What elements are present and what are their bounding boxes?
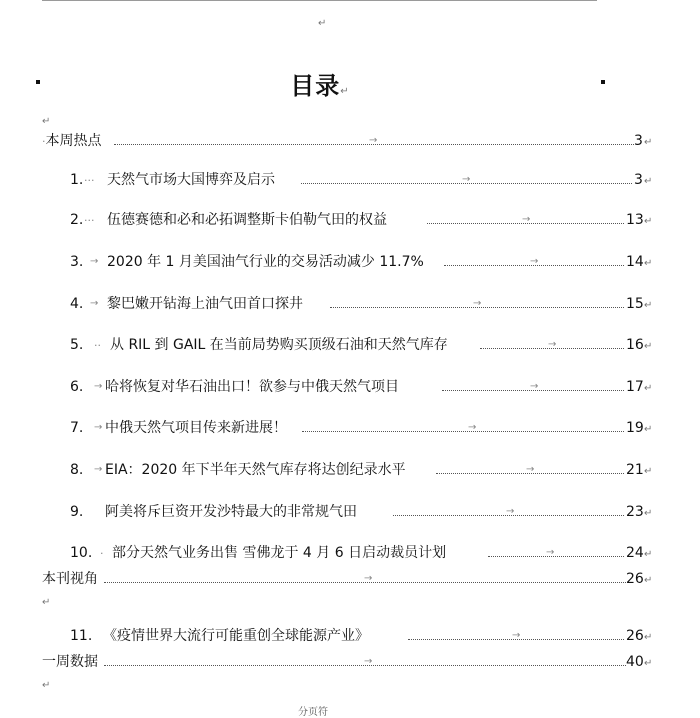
toc-entry-text: 黎巴嫩开钻海上油气田首口探井 <box>107 296 303 312</box>
toc-page-number: 26 <box>626 628 644 644</box>
paragraph-mark: ↵ <box>318 18 327 29</box>
paragraph-mark: ↵ <box>644 575 653 586</box>
paragraph-mark: ↵ <box>644 258 653 269</box>
paragraph-mark: ↵ <box>644 424 653 435</box>
toc-entry-number: 8. <box>70 462 84 478</box>
toc-entry-text: 哈将恢复对华石油出口！欲参与中俄天然气项目 <box>105 379 399 395</box>
dot-leader <box>488 556 624 557</box>
toc-entry-text: 中俄天然气项目传来新进展！ <box>105 420 287 436</box>
toc-entry-number: 4. <box>70 296 84 312</box>
tab-arrow: → <box>526 464 535 475</box>
paragraph-mark: ↵ <box>644 658 653 669</box>
toc-entry-text: 部分天然气业务出售 雪佛龙于 4 月 6 日启动裁员计划 <box>112 545 447 561</box>
toc-page-number: 40 <box>626 654 644 670</box>
toc-entry-text: 阿美将斥巨资开发沙特最大的非常规气田 <box>105 504 357 520</box>
toc-entry-text: 本刊视角 <box>42 571 98 587</box>
toc-title <box>0 66 640 101</box>
toc-entry-text: 一周数据 <box>42 654 98 670</box>
toc-entry-number: 2. <box>70 212 84 228</box>
toc-entry-text: 伍德赛德和必和必拓调整斯卡伯勒气田的权益 <box>107 212 387 228</box>
tab-arrow: → <box>94 381 103 392</box>
toc-page-number: 24 <box>626 545 644 561</box>
toc-page-number: 19 <box>626 420 644 436</box>
dot-leader <box>302 431 624 432</box>
tab-arrow: → <box>364 573 373 584</box>
toc-entry-text: EIA：2020 年下半年天然气库存将达创纪录水平 <box>105 462 406 478</box>
toc-entry-row[interactable] <box>70 502 657 522</box>
tab-arrow: → <box>546 547 555 558</box>
toc-entry-text: 2020 年 1 月美国油气行业的交易活动减少 11.7% <box>107 254 424 270</box>
paragraph-mark: ↵ <box>644 300 653 311</box>
paragraph-mark: ↵ <box>644 137 653 148</box>
toc-page-number: 21 <box>626 462 644 478</box>
tab-arrow: → <box>468 422 477 433</box>
toc-page-number: 26 <box>626 571 644 587</box>
tab-arrow: → <box>473 298 482 309</box>
paragraph-mark: ↵ <box>644 632 653 643</box>
toc-page-number: 3 <box>634 133 643 149</box>
tab-arrow: → <box>462 174 471 185</box>
page-break-label: 分页符 <box>298 707 328 718</box>
toc-page-number: 13 <box>626 212 644 228</box>
toc-entry-row[interactable]: 2. ··· 伍德赛德和必和必拓调整斯卡伯勒气田的权益 → 13 ↵ <box>70 210 657 230</box>
toc-title-text: 目录 <box>290 72 341 100</box>
toc-entry-row[interactable] <box>70 418 657 438</box>
tab-arrow: → <box>506 506 515 517</box>
paragraph-mark: ↵ <box>644 383 653 394</box>
toc-entry-text: 天然气市场大国博弈及启示 <box>107 172 275 188</box>
toc-entry-row[interactable] <box>70 252 657 272</box>
toc-page-number: 17 <box>626 379 644 395</box>
toc-entry-number: 9. <box>70 504 84 520</box>
toc-entry-number: 10. <box>70 545 93 561</box>
toc-section-row[interactable] <box>42 569 657 589</box>
toc-page-number: 23 <box>626 504 644 520</box>
toc-entry-number: 5. <box>70 337 84 353</box>
paragraph-mark: ↵ <box>42 680 51 691</box>
toc-entry-row[interactable] <box>70 626 657 646</box>
paragraph-mark: ↵ <box>644 216 653 227</box>
tab-arrow: → <box>530 256 539 267</box>
toc-page-number: 14 <box>626 254 644 270</box>
tab-arrow: → <box>94 464 103 475</box>
tab-arrow: → <box>364 656 373 667</box>
tab-arrow: → <box>522 214 531 225</box>
paragraph-mark: ↵ <box>644 508 653 519</box>
toc-entry-text: 本周热点 <box>45 133 102 149</box>
toc-entry-number: 7. <box>70 420 84 436</box>
tab-arrow: → <box>90 256 99 267</box>
toc-entry-text: 《疫情世界大流行可能重创全球能源产业》 <box>103 628 369 644</box>
toc-entry-number: 3. <box>70 254 84 270</box>
toc-section-row[interactable] <box>42 652 657 672</box>
toc-section-row[interactable]: ·本周热点 → 3 ↵ <box>42 131 657 151</box>
toc-entry-row[interactable] <box>70 460 657 480</box>
toc-entry-row[interactable]: 5. ·· 从 RIL 到 GAIL 在当前局势购买顶级石油和天然气库存 → 16 ↵ <box>70 335 657 355</box>
paragraph-mark: ↵ <box>644 549 653 560</box>
paragraph-mark: ↵ <box>340 86 350 97</box>
tab-arrow: → <box>512 630 521 641</box>
tab-arrow: → <box>94 422 103 433</box>
toc-entry-row[interactable]: 10. · 部分天然气业务出售 雪佛龙于 4 月 6 日启动裁员计划 → 24 ↵ <box>70 543 657 563</box>
toc-entry-row[interactable] <box>70 294 657 314</box>
paragraph-mark: ↵ <box>644 341 653 352</box>
toc-page-number: 15 <box>626 296 644 312</box>
header-rule <box>42 0 597 1</box>
tab-arrow: → <box>369 135 378 146</box>
toc-page-number: 16 <box>626 337 644 353</box>
toc-entry-number: 11. <box>70 628 93 644</box>
toc-entry-text: 从 RIL 到 GAIL 在当前局势购买顶级石油和天然气库存 <box>110 337 448 353</box>
tab-arrow: → <box>548 339 557 350</box>
toc-entry-number: 6. <box>70 379 84 395</box>
tab-arrow: → <box>530 381 539 392</box>
paragraph-mark: ↵ <box>42 116 51 127</box>
toc-entry-number: 1. <box>70 172 84 188</box>
paragraph-mark: ↵ <box>644 466 653 477</box>
paragraph-mark: ↵ <box>42 597 51 608</box>
paragraph-mark: ↵ <box>644 176 653 187</box>
toc-entry-row[interactable]: 1. ··· 天然气市场大国博弈及启示 → 3 ↵ <box>70 170 657 190</box>
tab-arrow: → <box>90 298 99 309</box>
toc-page-number: 3 <box>634 172 643 188</box>
toc-entry-row[interactable] <box>70 377 657 397</box>
